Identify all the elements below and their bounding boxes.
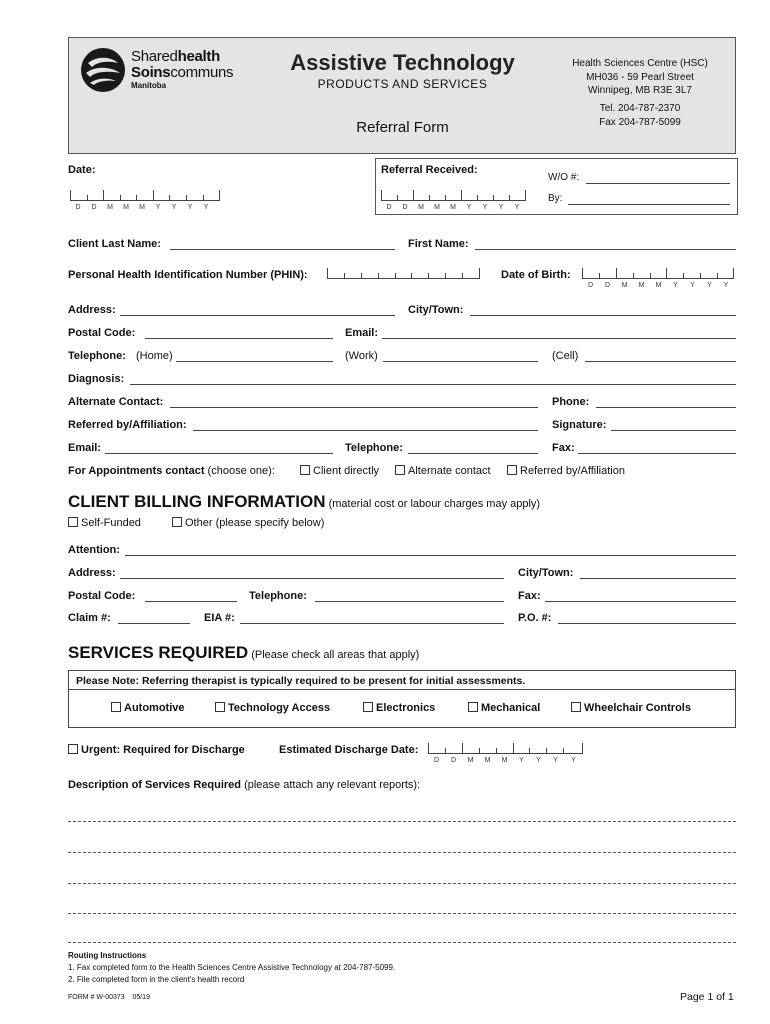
address-field[interactable] [120,305,395,316]
services-box [68,670,736,728]
appt-option-client[interactable]: Client directly [300,465,379,477]
routing-step-1: 1. Fax completed form to the Health Sciences Centre Assistive Technology at 204-787-5099. [68,963,396,972]
contact-line: Health Sciences Centre (HSC) [572,58,708,69]
checkbox-icon[interactable] [507,465,517,475]
description-hint: (please attach any relevant reports): [244,779,421,791]
email-field[interactable] [382,328,736,339]
org-name-line1: Sharedhealth [131,48,220,65]
contact-line: Fax 204-787-5099 [599,117,681,128]
appointments-contact-row [68,465,275,477]
form-date: 05/19 [132,994,150,1001]
billing-address-label: Address: [68,567,116,579]
contact-line: Winnipeg, MB R3E 3L7 [588,85,692,96]
contact-line: MH036 - 59 Pearl Street [586,72,694,83]
dob-label: Date of Birth: [501,269,571,281]
date-label: Date: [68,164,96,176]
phone-label: Phone: [552,396,590,408]
city-label: City/Town: [408,304,464,316]
billing-eia-label: EIA #: [204,612,235,624]
billing-heading-row [68,492,540,512]
description-line[interactable] [68,882,736,884]
service-electronics[interactable]: Electronics [363,702,435,714]
org-name-line3: Manitoba [131,81,167,90]
billing-self-funded[interactable]: Self-Funded [68,517,141,529]
billing-claim-field[interactable] [118,613,190,624]
cell-phone-field[interactable] [585,351,736,362]
checkbox-icon[interactable] [172,517,182,527]
home-phone-label: (Home) [136,350,173,362]
service-mechanical[interactable]: Mechanical [468,702,540,714]
description-line[interactable] [68,941,736,943]
urgent-discharge[interactable]: Urgent: Required for Discharge [68,744,245,756]
referrer-email-label: Email: [68,442,102,454]
diagnosis-label: Diagnosis: [68,373,125,385]
service-automotive[interactable]: Automotive [111,702,185,714]
referrer-fax-field[interactable] [578,443,736,454]
form-number: FORM # W-00373 [68,994,125,1001]
referral-received-date-field[interactable] [381,190,526,201]
referred-by-field[interactable] [193,420,538,431]
routing-step-2: 2. File completed form in the client's health record [68,975,245,984]
discharge-date-letters: D D M M M Y Y Y Y [433,757,576,764]
referral-received-label: Referral Received: [381,164,478,176]
alternate-contact-field[interactable] [170,397,538,408]
work-phone-field[interactable] [383,351,538,362]
billing-postal-label: Postal Code: [68,590,136,602]
client-last-name-label: Client Last Name: [68,238,161,250]
referrer-email-field[interactable] [105,443,333,454]
billing-attention-field[interactable] [125,545,736,556]
work-phone-label: (Work) [345,350,378,362]
dob-field[interactable] [582,268,734,279]
dob-letters: D D M M M Y Y Y Y [587,282,729,289]
services-hint: (Please check all areas that apply) [251,649,420,661]
checkbox-icon[interactable] [468,702,478,712]
billing-claim-label: Claim #: [68,612,111,624]
billing-telephone-field[interactable] [315,591,504,602]
checkbox-icon[interactable] [68,744,78,754]
postal-code-label: Postal Code: [68,327,136,339]
client-last-name-field[interactable] [170,239,395,250]
discharge-date-field[interactable] [428,743,583,754]
first-name-label: First Name: [408,238,469,250]
billing-attention-label: Attention: [68,544,120,556]
billing-city-field[interactable] [580,568,736,579]
referred-by-label: Referred by/Affiliation: [68,419,187,431]
checkbox-icon[interactable] [395,465,405,475]
billing-hint: (material cost or labour charges may apply) [328,498,541,510]
phin-label: Personal Health Identification Number (PHIN): [68,269,308,281]
contact-line: Tel. 204-787-2370 [599,103,681,114]
checkbox-icon[interactable] [300,465,310,475]
telephone-label: Telephone: [68,350,126,362]
billing-telephone-label: Telephone: [249,590,307,602]
discharge-date-label: Estimated Discharge Date: [279,744,419,756]
services-heading-row [68,643,419,663]
signature-label: Signature: [552,419,607,431]
billing-fax-field[interactable] [545,591,736,602]
form-subtitle: PRODUCTS AND SERVICES [317,77,488,91]
phin-field[interactable] [327,268,480,279]
billing-city-label: City/Town: [518,567,574,579]
email-label: Email: [345,327,379,339]
billing-eia-field[interactable] [240,613,504,624]
services-note: Please Note: Referring therapist is typically required to be present for initial assessments. [76,675,526,687]
billing-heading: CLIENT BILLING INFORMATION [68,492,326,511]
checkbox-icon[interactable] [111,702,121,712]
referrer-telephone-label: Telephone: [345,442,403,454]
description-label: Description of Services Required [68,779,241,791]
phone-field[interactable] [596,397,736,408]
billing-po-label: P.O. #: [518,612,552,624]
alternate-contact-label: Alternate Contact: [68,396,164,408]
billing-address-field[interactable] [120,568,504,579]
billing-other[interactable]: Other (please specify below) [172,517,324,529]
checkbox-icon[interactable] [363,702,373,712]
cell-phone-label: (Cell) [552,350,579,362]
page-number: Page 1 of 1 [680,991,734,1003]
service-wheelchair-controls[interactable]: Wheelchair Controls [571,702,691,714]
checkbox-icon[interactable] [571,702,581,712]
billing-fax-label: Fax: [518,590,541,602]
shared-health-logo-icon [80,47,126,93]
service-technology-access[interactable]: Technology Access [215,702,330,714]
description-label-row [68,779,420,791]
wo-field[interactable] [586,173,730,184]
checkbox-icon[interactable] [68,517,78,527]
first-name-field[interactable] [475,239,736,250]
address-label: Address: [68,304,116,316]
services-heading: SERVICES REQUIRED [68,643,249,662]
home-phone-field[interactable] [176,351,333,362]
billing-postal-field[interactable] [145,591,237,602]
description-line[interactable] [68,912,736,914]
form-number-row [68,994,150,1001]
diagnosis-field[interactable] [130,374,736,385]
billing-po-field[interactable] [558,613,736,624]
referral-form-title: Referral Form [356,119,449,136]
date-field-letters: D D M M M Y Y Y Y [75,204,209,211]
signature-field[interactable] [611,420,736,431]
city-field[interactable] [470,305,736,316]
wo-label: W/O #: [548,172,580,183]
referrer-fax-label: Fax: [552,442,575,454]
referrer-telephone-field[interactable] [408,443,538,454]
checkbox-icon[interactable] [215,702,225,712]
form-main-title: Assistive Technology [290,50,515,75]
appointments-hint: (choose one): [207,465,275,477]
routing-title: Routing Instructions [68,951,147,960]
by-label: By: [548,193,563,204]
description-line[interactable] [68,820,736,822]
description-line[interactable] [68,851,736,853]
org-name-line2: Soinscommuns [131,64,234,81]
by-field[interactable] [568,194,730,205]
date-field[interactable] [70,190,220,201]
appt-option-referred[interactable]: Referred by/Affiliation [507,465,625,477]
appt-option-alternate[interactable]: Alternate contact [395,465,491,477]
referral-received-date-letters: D D M M M Y Y Y Y [386,204,520,211]
postal-code-field[interactable] [145,328,333,339]
appointments-label: For Appointments contact [68,465,205,477]
